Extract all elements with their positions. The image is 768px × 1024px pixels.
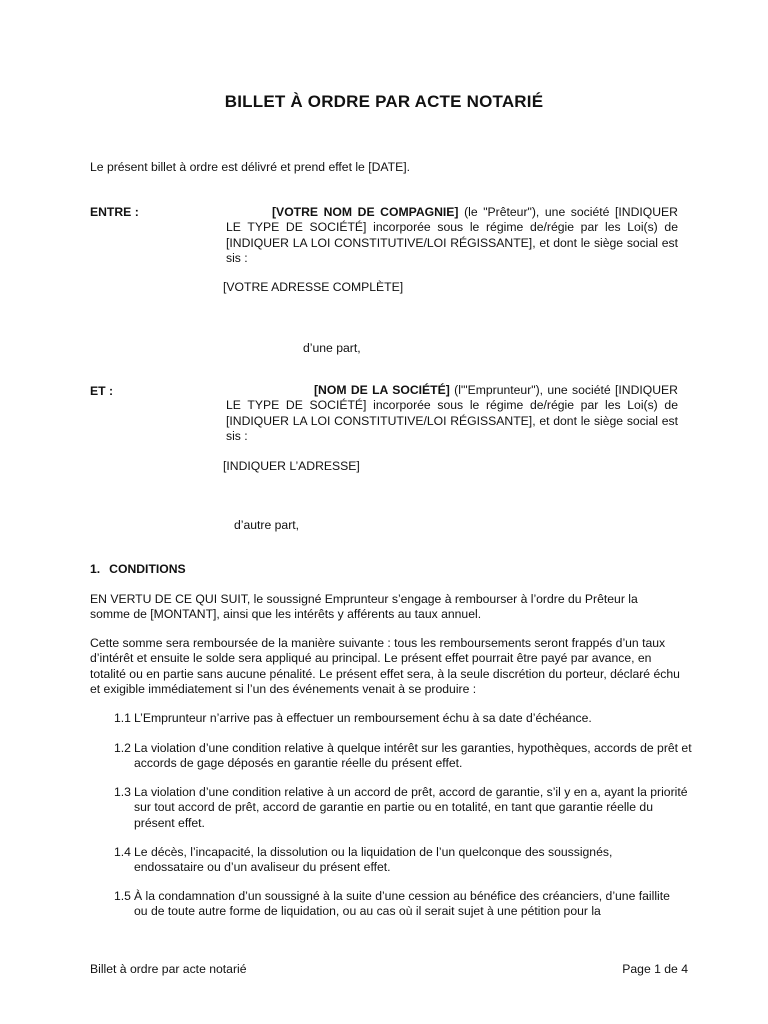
list-item-text: La violation d’une condition relative à quelque intérêt sur les garanties, hypothèques, accords de prêt et accords de gage déposés en garantie réelle du présent effet.	[134, 741, 692, 771]
list-item	[114, 741, 696, 772]
footer-document-name: Billet à ordre par acte notarié	[90, 962, 247, 976]
et-party-text: (l'"Emprunteur"), une société [INDIQUER LE TYPE DE SOCIÉTÉ] incorporée sous le régime de/régie par les Loi(s) de [INDIQUER LA LOI CONSTITUTIVE/LOI RÉGISSANTE], et dont le siège social est sis :	[226, 383, 678, 443]
section-1-paragraph-2: Cette somme sera remboursée de la manière suivante : tous les remboursements seront frappés d’un taux d’intérêt et ensuite le solde sera appliqué au principal. Le présent effet pourrait être payé par avance, en totalité ou en partie sans aucune pénalité. Le présent effet sera, à la seule discrétion du porteur, déclaré échu et exigible immédiatement si l’un des événements venait à se produire :	[90, 636, 680, 696]
list-item-text: Le décès, l’incapacité, la dissolution ou la liquidation de l’un quelconque des soussignés, endossataire ou d’un avaliseur du présent effet.	[134, 845, 613, 875]
list-item-text: À la condamnation d’un soussigné à la suite d’une cession au bénéfice des créanciers, d’une faillite ou de toute autre forme de liquidation, ou au cas où il serait sujet à une pétition pour la	[134, 889, 670, 919]
et-party-name: [NOM DE LA SOCIÉTÉ]	[314, 383, 450, 397]
section-1-heading	[90, 562, 186, 576]
et-party-paragraph	[226, 383, 678, 444]
section-1-number: 1.	[90, 562, 101, 576]
entre-address: [VOTRE ADRESSE COMPLÈTE]	[223, 280, 404, 294]
list-item	[114, 889, 680, 920]
list-item-number: 1.4	[114, 845, 131, 859]
list-item-number: 1.2	[114, 741, 131, 755]
list-item-number: 1.5	[114, 889, 131, 903]
et-closing: d’autre part,	[234, 518, 300, 532]
intro-paragraph: Le présent billet à ordre est délivré et prend effet le [DATE].	[90, 160, 410, 174]
document-title: BILLET À ORDRE PAR ACTE NOTARIÉ	[224, 92, 544, 111]
et-address: [INDIQUER L’ADRESSE]	[223, 459, 360, 473]
list-item	[114, 785, 690, 831]
footer-page-number: Page 1 de 4	[622, 962, 688, 976]
entre-closing: d’une part,	[303, 341, 361, 355]
entre-label: ENTRE :	[90, 205, 139, 219]
list-item	[114, 845, 654, 876]
section-1-title: CONDITIONS	[109, 562, 186, 576]
list-item-number: 1.3	[114, 785, 131, 799]
et-label: ET :	[90, 384, 114, 398]
entre-party-name: [VOTRE NOM DE COMPAGNIE]	[272, 205, 459, 219]
list-item-number: 1.1	[114, 711, 131, 725]
list-item-text: La violation d’une condition relative à un accord de prêt, accord de garantie, s’il y en a, ayant la priorité sur tout accord de prêt, accord de garantie en partie ou en totalité, en tant que garantie réelle du présent effet.	[134, 785, 688, 830]
entre-party-paragraph	[226, 205, 678, 266]
section-1-paragraph-1: EN VERTU DE CE QUI SUIT, le soussigné Emprunteur s’engage à rembourser à l’ordre du Prêteur la somme de [MONTANT], ainsi que les intérêts y afférents au taux annuel.	[90, 592, 638, 622]
entre-party-text: (le "Prêteur"), une société [INDIQUER LE TYPE DE SOCIÉTÉ] incorporée sous le régime de/régie par les Loi(s) de [INDIQUER LA LOI CONSTITUTIVE/LOI RÉGISSANTE], et dont le siège social est sis :	[226, 205, 678, 265]
list-item-text: L’Emprunteur n’arrive pas à effectuer un remboursement échu à sa date d’échéance.	[134, 711, 592, 725]
list-item	[114, 711, 694, 726]
